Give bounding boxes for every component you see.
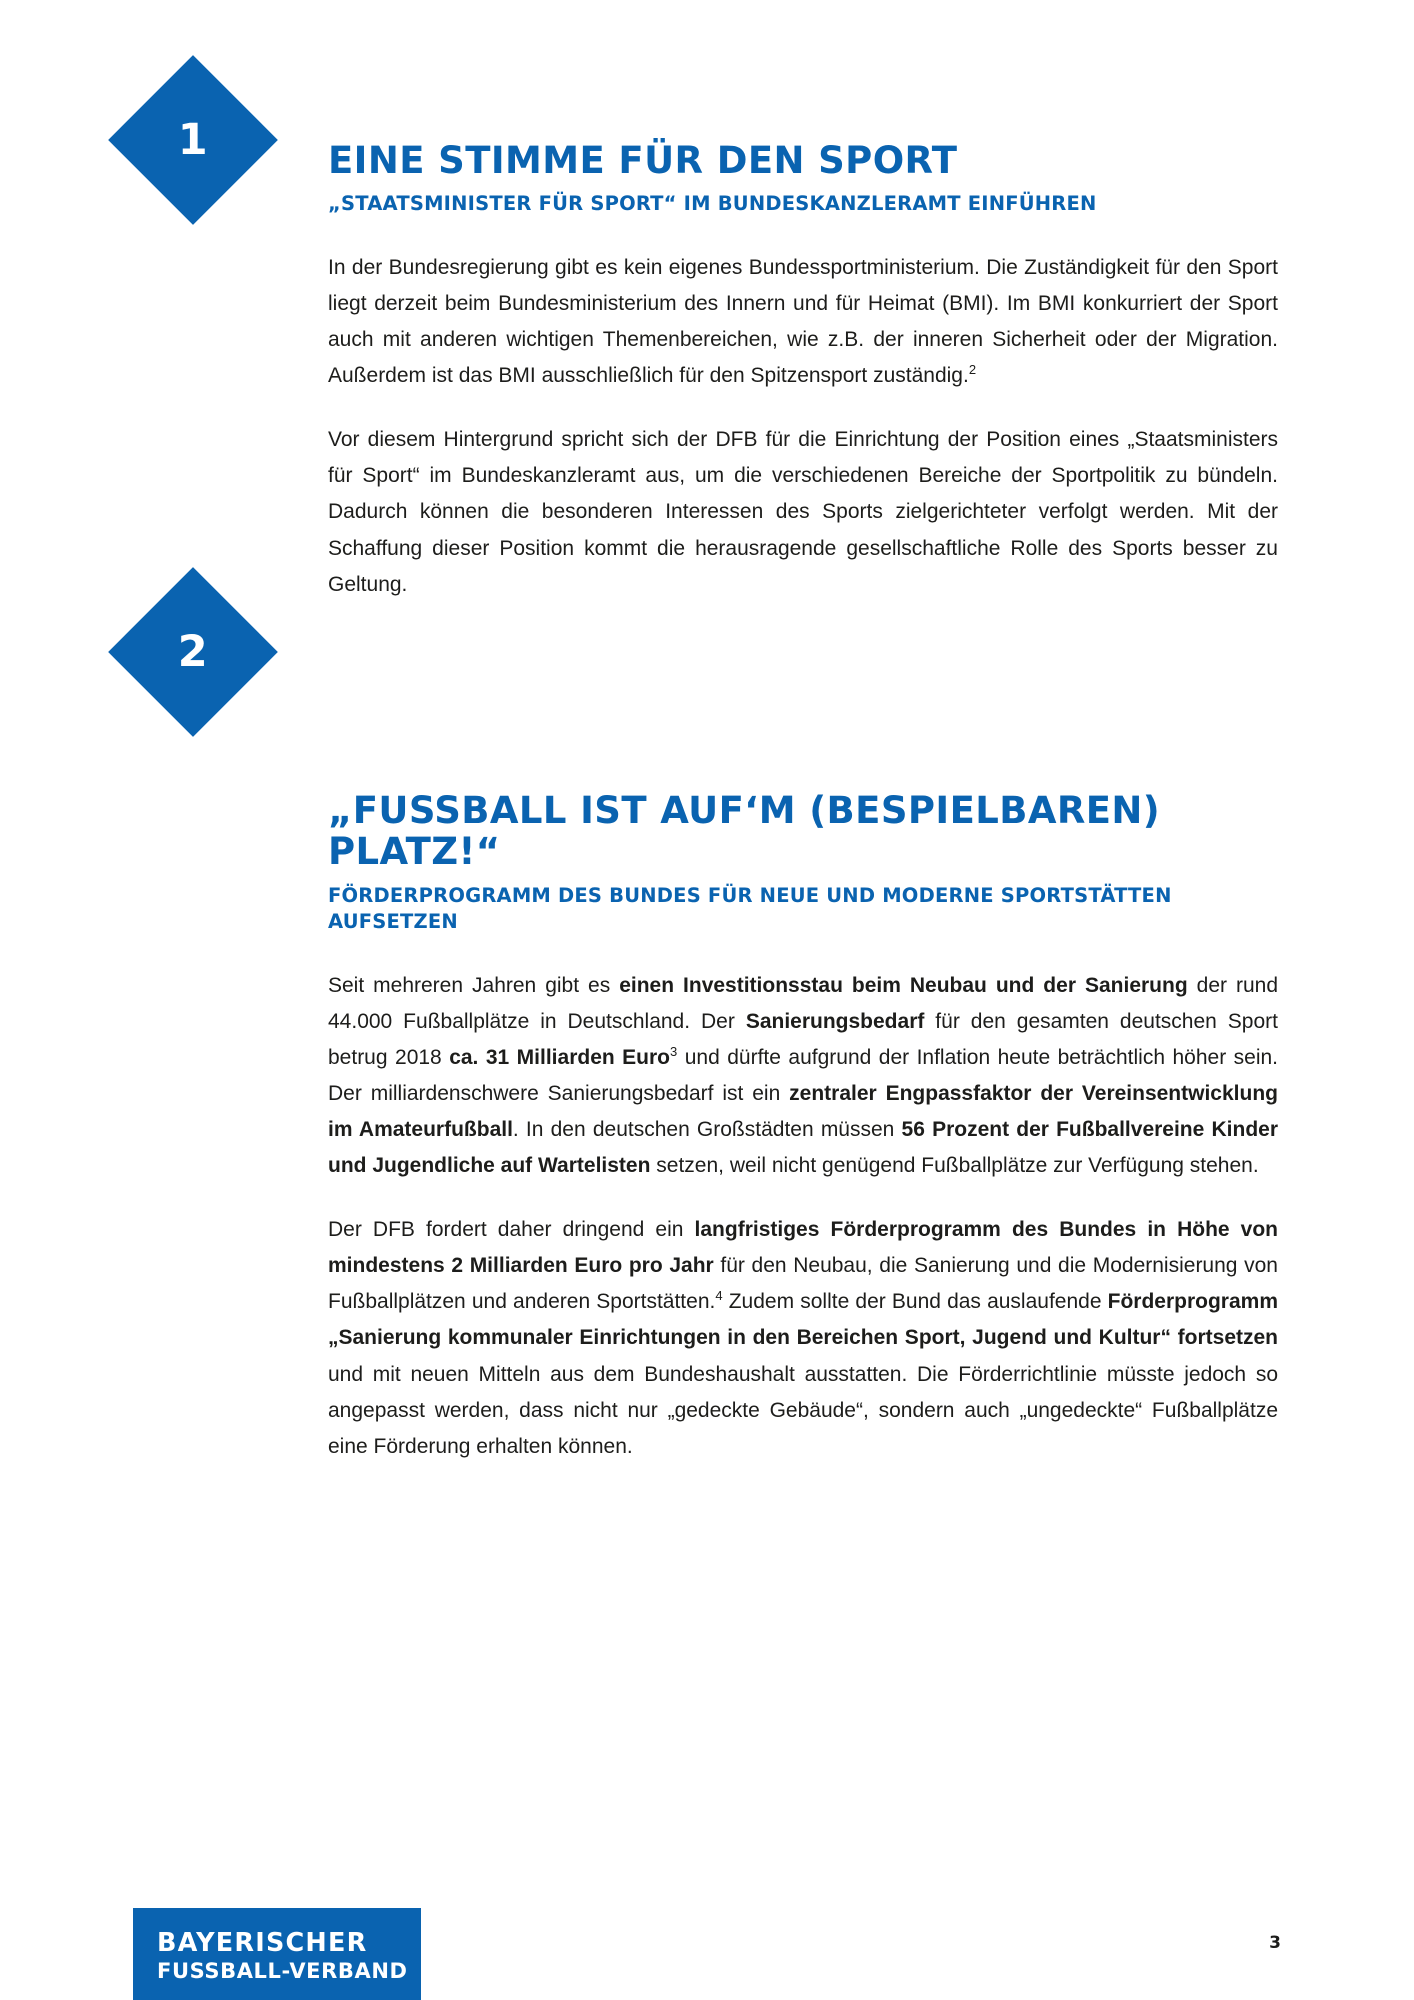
section-2-paragraph-1: Seit mehreren Jahren gibt es einen Investitionsstau beim Neubau und der Sanierung der rund 44.000 Fußballplätze in Deutschland. Der Sanierungsbedarf für den gesamten deutschen Sport betrug 2018 ca. 31 Milliarden Euro$^3$ und dürfte aufgrund der Inflation heute beträchtlich höher sein. Der milliardenschwere Sanierungsbedarf ist ein zentraler Engpassfaktor der Vereinsentwicklung im Amateurfußball. In den deutschen Großstädten müssen 56 Prozent der Fußballvereine Kinder und Jugendliche auf Wartelisten setzen, weil nicht genügend Fußballplätze zur Verfügung stehen. <box>328 973 1279 1178</box>
section-1-title: EINE STIMME FÜR DEN SPORT <box>328 139 958 182</box>
footnote-ref-2: 2 <box>968 362 977 378</box>
section-1-paragraph-1 <box>328 250 1278 394</box>
section-1-paragraph-1-text: In der Bundesregierung gibt es kein eigenes Bundessportministerium. Die Zuständigkeit für den Sport liegt derzeit beim Bundesministerium des Innern und für Heimat (BMI). Im BMI konkurriert der Sport auch mit anderen wichtigen Themenbereichen, wie z.B. der inneren Sicherheit oder der Migration. Außerdem ist das BMI ausschließlich für den Spitzensport zuständig. <box>328 255 1278 388</box>
section-marker-1 <box>108 55 278 225</box>
logo-line-2: FUSSBALL-VERBAND <box>157 1958 408 1983</box>
logo-line-1: BAYERISCHER <box>157 1928 368 1958</box>
section-marker-2-number: 2 <box>177 627 209 677</box>
section-2-subtitle: FÖRDERPROGRAMM DES BUNDES FÜR NEUE UND MODERNE SPORTSTÄTTEN AUFSETZEN <box>328 883 1172 934</box>
section-2-body <box>328 968 1278 1465</box>
section-1-paragraph-2: Vor diesem Hintergrund spricht sich der DFB für die Einrichtung der Position eines „Staatsministers für Sport“ im Bundeskanzleramt aus, um die verschiedenen Bereiche der Sportpolitik zu bündeln. Dadurch können die besonderen Interessen des Sports zielgerichteter verfolgt werden. Mit der Schaffung dieser Position kommt die herausragende gesellschaftliche Rolle des Sports besser zu Geltung. <box>328 428 1278 596</box>
section-marker-1-number: 1 <box>177 115 209 165</box>
section-marker-2 <box>108 567 278 737</box>
section-1-subtitle: „STAATSMINISTER FÜR SPORT“ IM BUNDESKANZLERAMT EINFÜHREN <box>328 192 1097 216</box>
page-number: 3 <box>1269 1933 1281 1953</box>
section-2 <box>328 790 1278 1465</box>
bayerischer-fussball-verband-logo <box>133 1908 421 2000</box>
section-2-paragraph-2: Der DFB fordert daher dringend ein langfristiges Förderprogramm des Bundes in Höhe von mindestens 2 Milliarden Euro pro Jahr für den Neubau, die Sanierung und die Modernisierung von Fußballplätzen und anderen Sportstätten.$^4$ Zudem sollte der Bund das auslaufende Förderprogramm „Sanierung kommunaler Einrichtungen in den Bereichen Sport, Jugend und Kultur“ fortsetzen und mit neuen Mitteln aus dem Bundeshaushalt ausstatten. Die Förderrichtlinie müsste jedoch so angepasst werden, dass nicht nur „gedeckte Gebäude“, sondern auch „ungedeckte“ Fußballplätze eine Förderung erhalten können. <box>328 1218 1278 1458</box>
section-2-title: „FUSSBALL IST AUF‘M (BESPIELBAREN) PLATZ!“ <box>328 789 1161 874</box>
section-1-body <box>328 250 1278 603</box>
section-1 <box>328 140 1278 603</box>
